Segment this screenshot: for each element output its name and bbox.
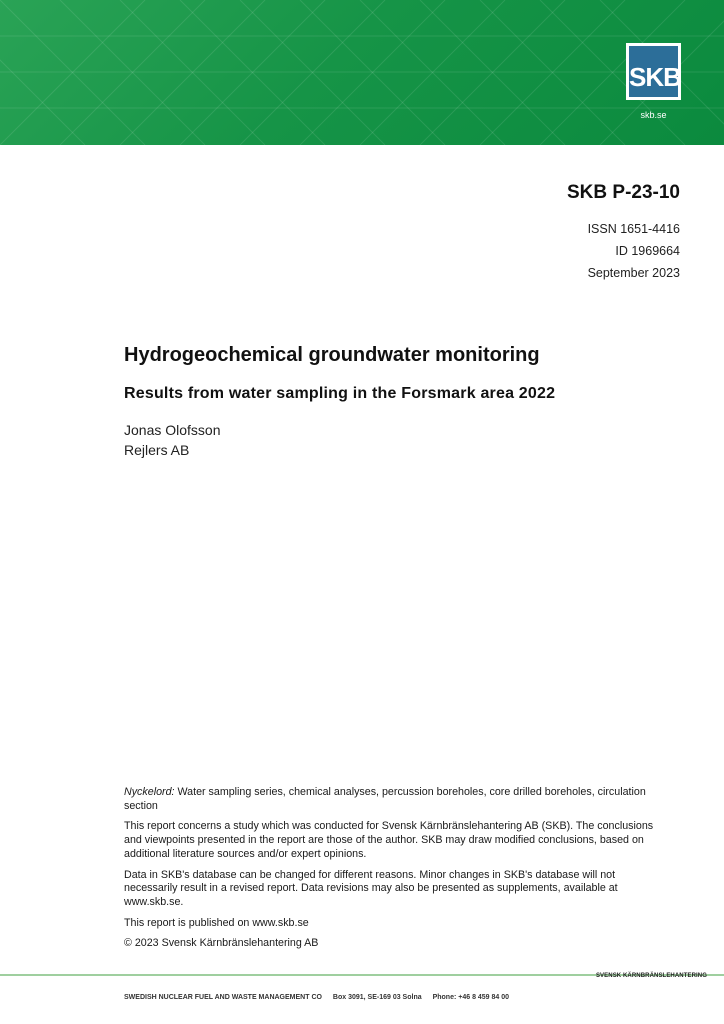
database-paragraph: Data in SKB's database can be changed for different reasons. Minor changes in SKB's database will not necessarily result in a revised report. Data revisions may also be presented as supplements, available at www.skb.se. xyxy=(124,868,618,908)
footer-phone: Phone: +46 8 459 84 00 xyxy=(432,994,510,1001)
keywords-paragraph xyxy=(124,786,670,813)
issn: ISSN 1651-4416 xyxy=(587,222,680,236)
copyright-paragraph: © 2023 Svensk Kärnbränslehantering AB xyxy=(124,937,319,950)
author-name: Jonas Olofsson xyxy=(124,422,221,438)
author-affiliation: Rejlers AB xyxy=(124,442,190,458)
report-title: Hydrogeochemical groundwater monitoring xyxy=(124,344,540,366)
footer-address: Box 3091, SE-169 03 Solna xyxy=(332,994,422,1001)
report-number: SKB P-23-10 xyxy=(567,182,680,203)
footer-org-name: SVENSK KÄRNBRÄNSLEHANTERING xyxy=(595,973,707,979)
skb-logo xyxy=(626,43,681,100)
report-date: September 2023 xyxy=(587,266,680,280)
banner-pattern xyxy=(0,0,724,145)
keywords-label: Nyckelord: xyxy=(124,786,175,798)
published-paragraph: This report is published on www.skb.se xyxy=(124,916,309,929)
report-notes xyxy=(124,786,670,958)
skb-logo-text: SKB xyxy=(629,62,681,92)
disclaimer-paragraph: This report concerns a study which was conducted for Svensk Kärnbränslehantering AB (SKB). The conclusions and viewpoints presented in the report are those of the author. SKB may draw modified conclusions, based on additional literature sources and/or expert opinions. xyxy=(124,820,654,860)
footer-company: SWEDISH NUCLEAR FUEL AND WASTE MANAGEMENT CO xyxy=(124,994,322,1001)
report-id: ID 1969664 xyxy=(615,244,680,258)
skb-logo-panel xyxy=(629,46,681,97)
footer-contact xyxy=(124,994,518,1001)
keywords-text: Water sampling series, chemical analyses, percussion boreholes, core drilled boreholes, circulation section xyxy=(124,786,646,812)
header-banner xyxy=(0,0,724,145)
report-subtitle: Results from water sampling in the Forsmark area 2022 xyxy=(124,385,556,402)
banner-url: skb.se xyxy=(640,110,667,120)
